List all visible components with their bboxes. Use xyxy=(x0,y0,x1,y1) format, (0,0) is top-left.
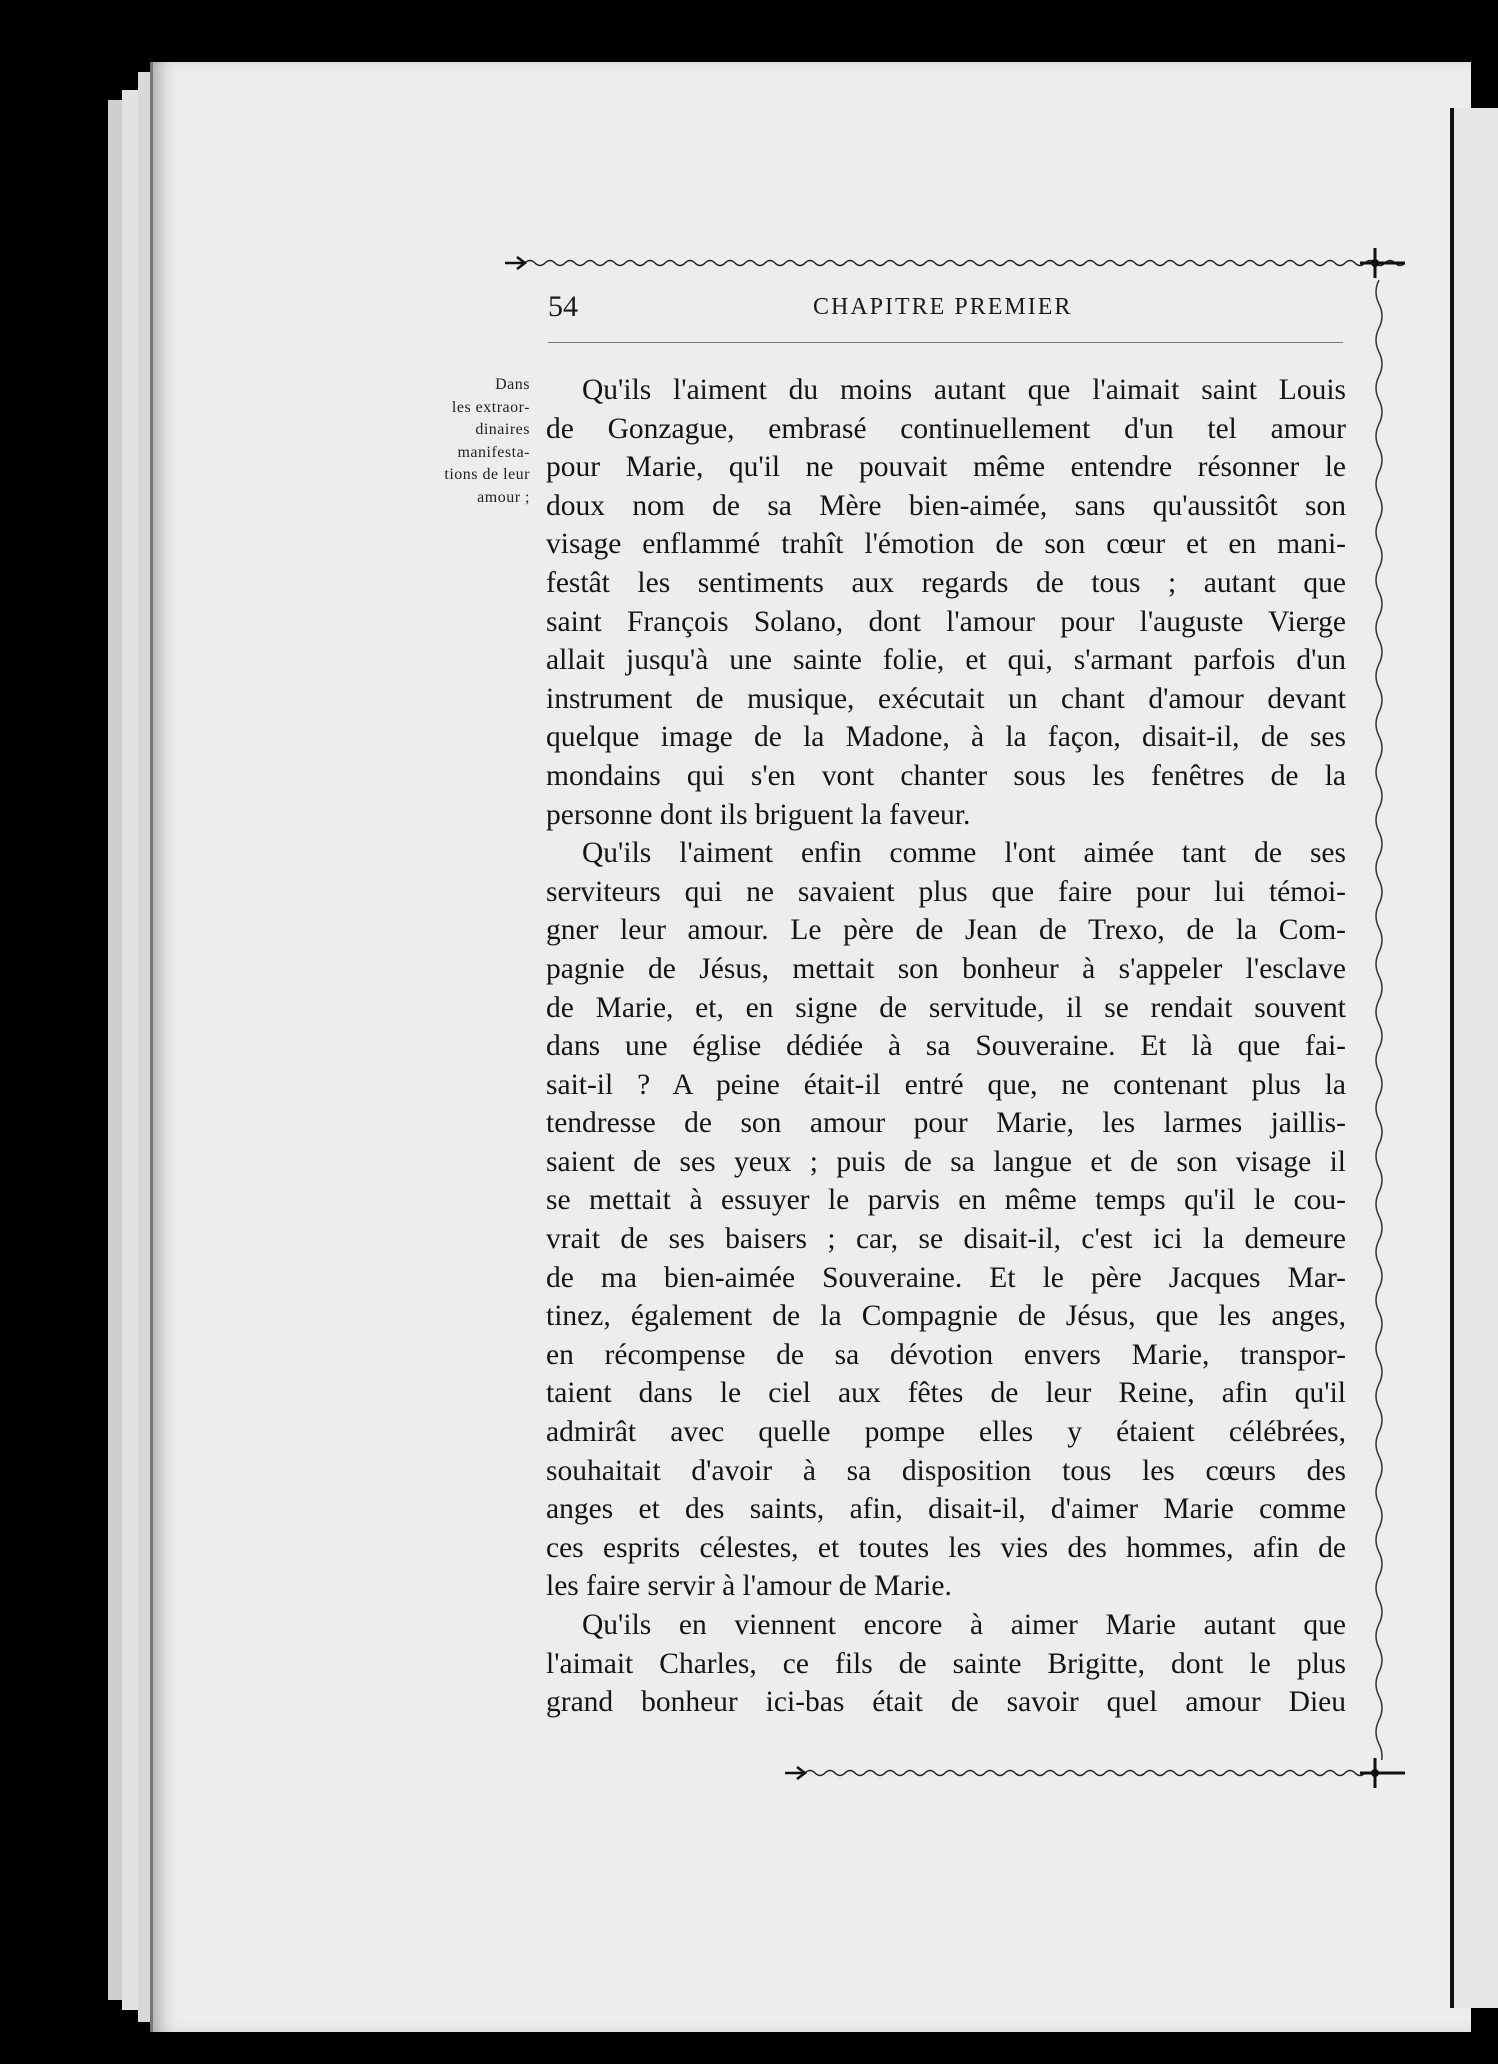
text-line: Qu'ils l'aiment enfin comme l'ont aimée tant de ses xyxy=(582,837,1346,870)
text-line: de ma bien-aimée Souveraine. Et le père Jacques Mar- xyxy=(546,1261,1346,1294)
text-line: taient dans le ciel aux fêtes de leur Reine, afin qu'il xyxy=(546,1377,1346,1410)
text-line: gner leur amour. Le père de Jean de Trexo, de la Com- xyxy=(546,914,1346,947)
text-line: serviteurs qui ne savaient plus que faire pour lui témoi- xyxy=(546,875,1346,908)
margin-note xyxy=(400,374,530,509)
text-line: dans une église dédiée à sa Souveraine. Et là que fai- xyxy=(546,1030,1346,1063)
text-line: se mettait à essuyer le parvis en même temps qu'il le cou- xyxy=(546,1184,1346,1217)
text-line: visage enflammé trahît l'émotion de son cœur et en mani- xyxy=(546,528,1346,561)
text-line: tendresse de son amour pour Marie, les larmes jaillis- xyxy=(546,1107,1346,1140)
text-line: admirât avec quelle pompe elles y étaient célébrées, xyxy=(546,1416,1346,1449)
text-line: saint François Solano, dont l'amour pour l'auguste Vierge xyxy=(546,605,1346,638)
text-line: allait jusqu'à une sainte folie, et qui, s'armant parfois d'un xyxy=(546,644,1346,677)
text-line: Qu'ils en viennent encore à aimer Marie autant que xyxy=(582,1609,1346,1641)
right-wavy-border xyxy=(1368,280,1390,1760)
margin-note-line: dinaires xyxy=(475,421,530,438)
text-line: grand bonheur ici-bas était de savoir quel amour Dieu xyxy=(546,1686,1346,1719)
text-line: doux nom de sa Mère bien-aimée, sans qu'aussitôt son xyxy=(546,489,1346,522)
margin-note-line: Dans xyxy=(495,376,530,393)
margin-note-line: les extraor- xyxy=(451,398,530,416)
header-rule xyxy=(548,342,1343,343)
text-line: de Marie, et, en signe de servitude, il se rendait souvent xyxy=(546,991,1346,1024)
text-line: l'aimait Charles, ce fils de sainte Brigitte, dont le plus xyxy=(546,1647,1346,1680)
text-line: mondains qui s'en vont chanter sous les fenêtres de la xyxy=(546,759,1346,792)
text-line: instrument de musique, exécutait un chant d'amour devant xyxy=(546,682,1346,715)
margin-note-line: tions de leur xyxy=(444,466,530,483)
text-line: souhaitait d'avoir à sa disposition tous les cœurs des xyxy=(546,1454,1346,1487)
text-line: saient de ses yeux ; puis de sa langue et de son visage il xyxy=(546,1145,1346,1178)
page-header xyxy=(548,290,1343,330)
text-line: vrait de ses baisers ; car, se disait-il, c'est ici la demeure xyxy=(546,1223,1346,1256)
text-line: tinez, également de la Compagnie de Jésus, que les anges, xyxy=(546,1300,1346,1333)
body-text xyxy=(546,371,1346,1722)
next-page-edge xyxy=(1450,108,1498,2008)
text-line: anges et des saints, afin, disait-il, d'aimer Marie comme xyxy=(546,1493,1346,1526)
text-line: les faire servir à l'amour de Marie. xyxy=(546,1570,952,1603)
bottom-ornamental-rule xyxy=(785,1758,1405,1788)
text-line: sait-il ? A peine était-il entré que, ne contenant plus la xyxy=(546,1068,1346,1101)
text-line: quelque image de la Madone, à la façon, disait-il, de ses xyxy=(546,721,1346,754)
page-number: 54 xyxy=(548,290,578,323)
text-line: pour Marie, qu'il ne pouvait même entendre résonner le xyxy=(546,451,1346,484)
text-line: ces esprits célestes, et toutes les vies des hommes, afin de xyxy=(546,1531,1346,1564)
text-line: festât les sentiments aux regards de tous ; autant que xyxy=(546,566,1346,599)
margin-note-line: amour ; xyxy=(477,488,530,506)
text-line: pagnie de Jésus, mettait son bonheur à s'appeler l'esclave xyxy=(546,952,1346,985)
top-ornamental-rule xyxy=(505,248,1405,278)
text-line: Qu'ils l'aiment du moins autant que l'aimait saint Louis xyxy=(582,374,1346,406)
text-line: de Gonzague, embrasé continuellement d'un tel amour xyxy=(546,412,1346,445)
text-line: personne dont ils briguent la faveur. xyxy=(546,798,971,831)
text-line: en récompense de sa dévotion envers Marie, transpor- xyxy=(546,1338,1346,1371)
running-title: CHAPITRE PREMIER xyxy=(813,294,1073,320)
margin-note-line: manifesta- xyxy=(457,443,530,461)
